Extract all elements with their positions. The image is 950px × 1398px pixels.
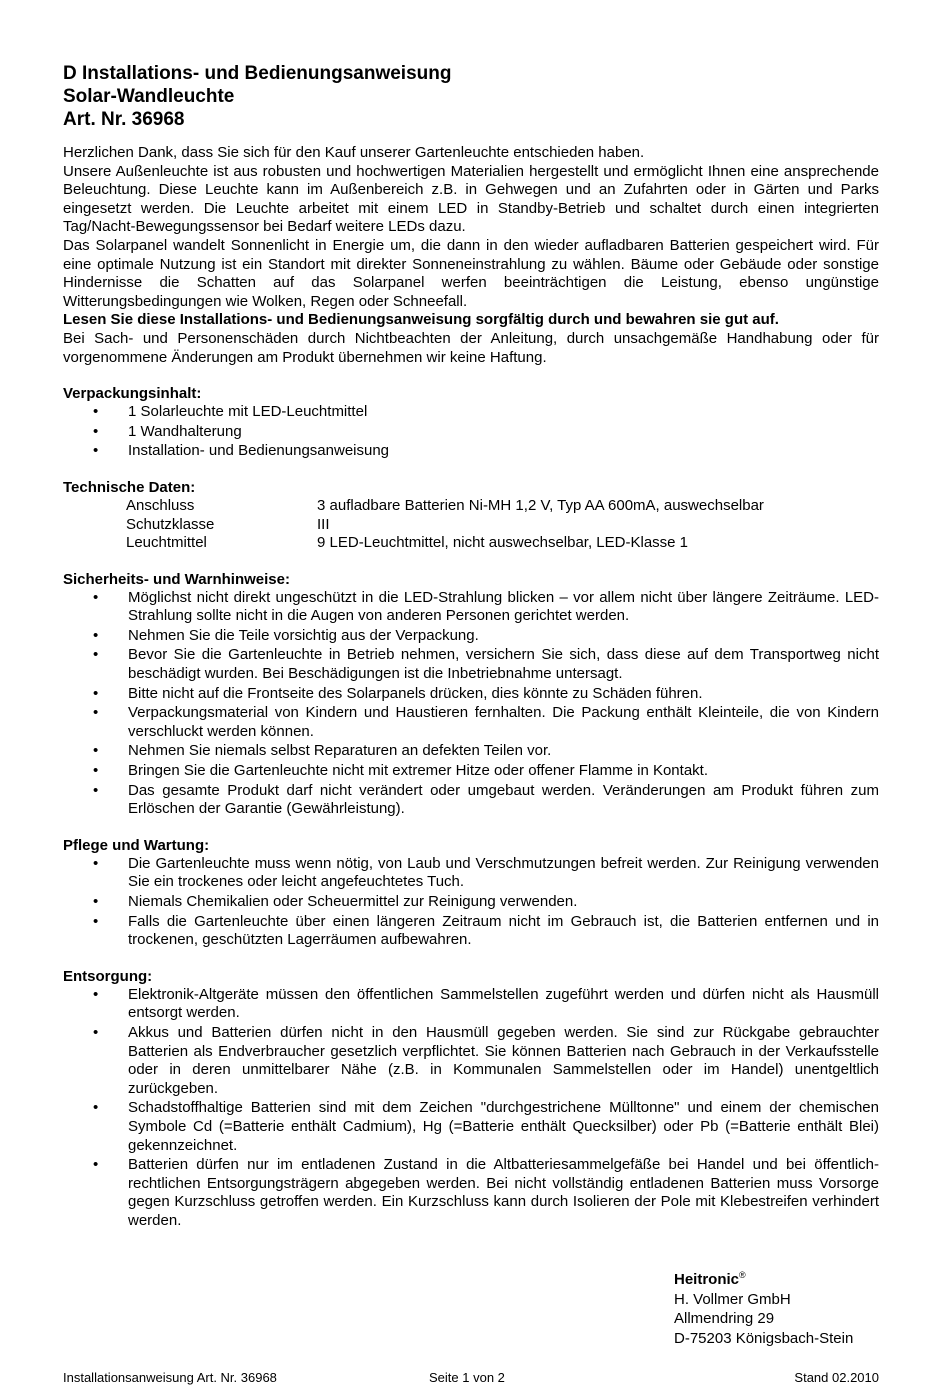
list-item-text: 1 Solarleuchte mit LED-Leuchtmittel (128, 403, 368, 421)
list-item-text: Nehmen Sie niemals selbst Reparaturen an defekten Teilen vor. (128, 742, 552, 760)
tech-value: 9 LED-Leuchtmittel, nicht auswechselbar, LED-Klasse 1 (317, 534, 689, 552)
brand-name: Heitronic (674, 1271, 740, 1288)
packaging-section (63, 384, 879, 461)
list-item (63, 1156, 879, 1230)
list-item (63, 685, 879, 704)
list-item-text: Elektronik-Altgeräte müssen den öffentlichen Sammelstellen zugeführt werden und dürfen nicht als Hausmüll entsorgt werden. (128, 985, 879, 1022)
care-heading: Pflege und Wartung: (63, 836, 210, 854)
list-item (63, 782, 879, 819)
title-line-1: D Installations- und Bedienungsanweisung (63, 63, 452, 84)
footer-date: Stand 02.2010 (794, 1370, 879, 1385)
list-item-text: Niemals Chemikalien oder Scheuermittel zur Reinigung verwenden. (128, 893, 578, 910)
intro-paragraph-2: Unsere Außenleuchte ist aus robusten und hochwertigen Materialien hergestellt und ermöglicht Ihnen eine ansprechende Beleuchtung. Diese Leuchte kann im Außenbereich z.B. in Gehwegen und an Zufahrten oder in Gärten und Parks eingesetzt werden. Die Leuchte arbeitet mit einem LED in Standby-Betrieb und schaltet durch einen integrierten Tag/Nacht-Bewegungssensor bei Bedarf weitere LEDs dazu. (63, 162, 879, 236)
list-item (63, 742, 879, 761)
list-item (63, 1099, 879, 1155)
bullet-icon: • (93, 893, 99, 910)
bullet-icon: • (93, 588, 99, 606)
bullet-icon: • (93, 646, 99, 664)
tech-value: 3 aufladbare Batterien Ni-MH 1,2 V, Typ AA 600mA, auswechselbar (317, 496, 764, 514)
list-item (63, 762, 879, 781)
tech-row (126, 497, 879, 516)
list-item-text: Akkus und Batterien dürfen nicht in den Hausmüll gegeben werden. Sie sind zur Rückgabe gebrauchter Batterien als Endverbraucher gesetzlich verpflichtet. Sie können Batterien nach Gebrauch in der Verkaufsstelle oder in deren unmittelbarer Nähe (z.B. in Kommunalen Sammelstellen oder im Handel) unentgeltlich zurückgeben. (128, 1023, 879, 1097)
list-item-text: Bringen Sie die Gartenleuchte nicht mit extremer Hitze oder offener Flamme in Kontakt. (128, 762, 708, 780)
tech-table (126, 497, 879, 553)
intro-liability: Bei Sach- und Personenschäden durch Nichtbeachten der Anleitung, durch unsachgemäße Handhabung oder für vorgenommene Änderungen am Produkt übernehmen wir keine Haftung. (63, 329, 879, 366)
bullet-icon: • (93, 762, 99, 780)
bullet-icon: • (93, 854, 99, 872)
tech-section (63, 478, 879, 553)
list-item (63, 1024, 879, 1098)
disposal-heading: Entsorgung: (63, 967, 153, 985)
packaging-heading: Verpackungsinhalt: (63, 385, 202, 403)
safety-section (63, 570, 879, 819)
title-line-3: Art. Nr. 36968 (63, 109, 185, 130)
company-street: Allmendring 29 (674, 1310, 775, 1327)
bullet-icon: • (93, 626, 99, 644)
company-address (674, 1266, 853, 1348)
packaging-list (63, 403, 879, 461)
list-item (63, 442, 879, 461)
bullet-icon: • (93, 1099, 99, 1117)
intro-warning-bold: Lesen Sie diese Installations- und Bedienungsanweisung sorgfältig durch und bewahren sie gut auf. (63, 311, 779, 329)
care-list (63, 855, 879, 950)
document-title (63, 62, 879, 131)
tech-label: Leuchtmittel (126, 534, 207, 552)
disposal-list (63, 986, 879, 1231)
bullet-icon: • (93, 1023, 99, 1041)
intro-section (63, 144, 879, 367)
bullet-icon: • (93, 1156, 99, 1174)
list-item (63, 704, 879, 741)
list-item-text: Möglichst nicht direkt ungeschützt in die LED-Strahlung blicken – vor allem nicht über längere Zeiträume. LED-Strahlung sollte nicht in die Augen von anderen Personen gerichtet werden. (128, 588, 879, 625)
title-line-2: Solar-Wandleuchte (63, 86, 235, 107)
intro-paragraph-1: Herzlichen Dank, dass Sie sich für den Kauf unserer Gartenleuchte entschieden haben. (63, 144, 645, 161)
list-item-text: Verpackungsmaterial von Kindern und Haustieren fernhalten. Die Packung enthält Kleinteile, die von Kindern verschluckt werden können. (128, 704, 879, 740)
list-item (63, 893, 879, 912)
list-item (63, 627, 879, 646)
tech-value: III (317, 515, 330, 533)
bullet-icon: • (93, 985, 99, 1003)
care-section (63, 836, 879, 950)
tech-label: Schutzklasse (126, 515, 215, 533)
bullet-icon: • (93, 403, 99, 421)
list-item (63, 646, 879, 683)
safety-heading: Sicherheits- und Warnhinweise: (63, 570, 290, 588)
list-item (63, 589, 879, 626)
list-item-text: Bitte nicht auf die Frontseite des Solarpanels drücken, dies könnte zu Schäden führen. (128, 684, 703, 702)
bullet-icon: • (93, 742, 99, 760)
bullet-icon: • (93, 684, 99, 702)
list-item (63, 423, 879, 442)
intro-paragraph-3: Das Solarpanel wandelt Sonnenlicht in Energie um, die dann in den wieder aufladbaren Batterien gespeichert wird. Für eine optimale Nutzung ist ein Standort mit direkter Sonneneinstrahlung zu wählen. Bäume oder Gebäude oder sonstige Hindernisse die Schatten auf das Solarpanel werfen beeinträchtigen die Leistung, ebenso ungünstige Witterungsbedingungen wie Wolken, Regen oder Schneefall. (63, 236, 879, 310)
list-item-text: Schadstoffhaltige Batterien sind mit dem Zeichen "durchgestrichene Mülltonne" und einem der chemischen Symbole Cd (=Batterie enthält Cadmium), Hg (=Batterie enthält Quecksilber) oder Pb (=Batterie enthält Blei) gekennzeichnet. (128, 1099, 879, 1154)
bullet-icon: • (93, 442, 99, 460)
company-name: H. Vollmer GmbH (674, 1290, 791, 1308)
list-item-text: Falls die Gartenleuchte über einen längeren Zeitraum nicht im Gebrauch ist, die Batterien entfernen und in trockenen, geschützten Lagerräumen aufbewahren. (128, 912, 879, 949)
disposal-section (63, 967, 879, 1231)
list-item-text: 1 Wandhalterung (128, 422, 242, 440)
footer-page-number: Seite 1 von 2 (429, 1370, 505, 1385)
list-item (63, 855, 879, 892)
list-item-text: Die Gartenleuchte muss wenn nötig, von Laub und Verschmutzungen befreit werden. Zur Reinigung verwenden Sie ein trockenes oder leicht angefeuchtetes Tuch. (128, 854, 879, 891)
list-item (63, 986, 879, 1023)
bullet-icon: • (93, 704, 99, 722)
tech-row (126, 516, 879, 535)
footer-doc-ref: Installationsanweisung Art. Nr. 36968 (63, 1370, 277, 1385)
list-item (63, 403, 879, 422)
list-item-text: Nehmen Sie die Teile vorsichtig aus der Verpackung. (128, 626, 479, 644)
tech-label: Anschluss (126, 496, 195, 514)
document-page (63, 62, 879, 1232)
bullet-icon: • (93, 422, 99, 440)
registered-mark: ® (739, 1270, 746, 1280)
bullet-icon: • (93, 912, 99, 930)
list-item-text: Bevor Sie die Gartenleuchte in Betrieb nehmen, versichern Sie sich, dass diese auf dem Transportweg nicht beschädigt wurden. Bei Beschädigungen ist die Inbetriebnahme untersagt. (128, 646, 879, 683)
bullet-icon: • (93, 781, 99, 799)
list-item-text: Installation- und Bedienungsanweisung (128, 442, 390, 460)
list-item-text: Das gesamte Produkt darf nicht verändert oder umgebaut werden. Veränderungen am Produkt führen zum Erlöschen der Garantie (Gewährleistung). (128, 781, 879, 818)
company-city: D-75203 Königsbach-Stein (674, 1329, 854, 1347)
safety-list (63, 589, 879, 819)
tech-heading: Technische Daten: (63, 478, 196, 496)
tech-row (126, 534, 879, 553)
list-item (63, 913, 879, 950)
list-item-text: Batterien dürfen nur im entladenen Zustand in die Altbatteriesammelgefäße bei Handel und bei öffentlich-rechtlichen Entsorgungsträgern abgegeben werden. Bei nicht vollständig entladenen Batterien muss Vorsorge gegen Kurzschluss getroffen werden. Ein Kurzschluss kann durch Isolieren der Pole mit Klebestreifen verhindert werden. (128, 1156, 879, 1229)
